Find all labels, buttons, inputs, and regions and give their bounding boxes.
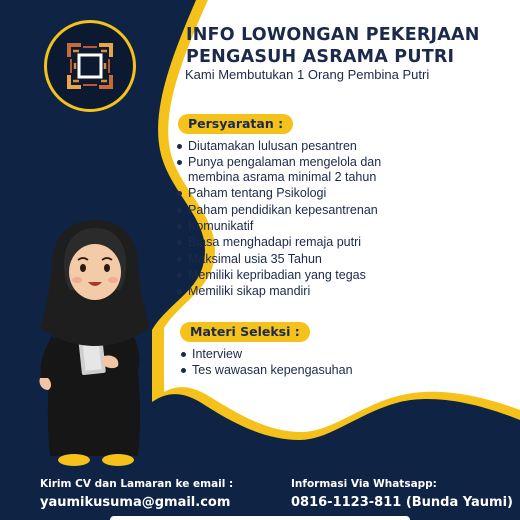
selection-list (180, 347, 430, 380)
whatsapp-number[interactable]: 0816-1123-811 (Bunda Yaumi) (291, 495, 513, 510)
subtitle: Kami Membutukan 1 Orang Pembina Putri (185, 67, 430, 82)
list-item: Biasa menghadapi remaja putri (176, 235, 426, 250)
list-item: Tes wawasan kepengasuhan (180, 363, 430, 378)
title-line-2: PENGASUH ASRAMA PUTRI (186, 47, 455, 67)
organization-logo (44, 20, 136, 112)
list-item: Maksimal usia 35 Tahun (176, 252, 426, 267)
selection-heading: Materi Seleksi : (180, 322, 310, 342)
email-contact (40, 478, 233, 510)
list-item: Paham pendidikan kepesantrenan (176, 203, 426, 218)
list-item: Diutamakan lulusan pesantren (176, 139, 426, 154)
list-item: Memiliki sikap mandiri (176, 284, 426, 299)
list-item: Komunikatif (176, 219, 426, 234)
list-item: Punya pengalaman mengelola dan membina asrama minimal 2 tahun (176, 155, 426, 185)
list-item: Memiliki kepribadian yang tegas (176, 268, 426, 283)
email-label: Kirim CV dan Lamaran ke email : (40, 478, 234, 490)
email-address[interactable]: yaumikusuma@gmail.com (40, 495, 231, 510)
calligraphy-logo-icon (61, 37, 119, 95)
whatsapp-label: Informasi Via Whatsapp: (291, 478, 437, 490)
list-item: Paham tentang Psikologi (176, 186, 426, 201)
requirements-heading: Persyaratan : (178, 114, 293, 134)
whatsapp-contact (291, 478, 513, 510)
title-line-1: INFO LOWONGAN PEKERJAAN (186, 25, 480, 45)
page-title (186, 24, 506, 68)
woman-illustration (30, 218, 160, 468)
requirements-list (176, 139, 426, 300)
list-item: Interview (180, 347, 430, 362)
